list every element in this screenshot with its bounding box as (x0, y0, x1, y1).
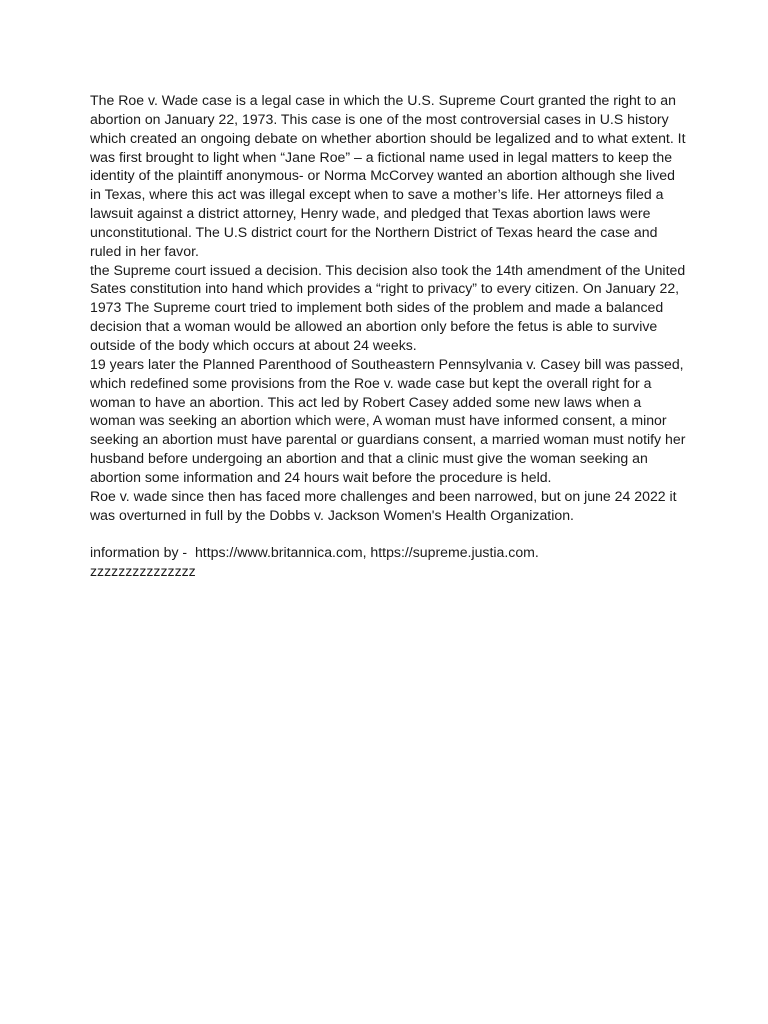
paragraph-casey: 19 years later the Planned Parenthood of Southeastern Pennsylvania v. Casey bill was passed, which redefined some provisions from the Roe v. wade case but kept the overall right for a woman to have an abortion. This act led by Robert Casey added some new laws when a woman was seeking an abortion which were, A woman must have informed consent, a minor seeking an abortion must have parental or guardians consent, a married woman must notify her husband before undergoing an abortion and that a clinic must give the woman seeking an abortion some information and 24 hours wait before the procedure is held. (90, 355, 690, 485)
paragraph-supreme-court-decision: the Supreme court issued a decision. This decision also took the 14th amendment of the United Sates constitution into hand which provides a “right to privacy” to every citizen. On January 22, 1973 The Supreme court tried to implement both sides of the problem and made a balanced decision that a woman would be allowed an abortion only before the fetus is able to survive outside of the body which occurs at about 24 weeks. (90, 261, 690, 353)
sources-line: information by - https://www.britannica.com, https://supreme.justia.com. (90, 544, 539, 561)
paragraph-roe-background: The Roe v. Wade case is a legal case in which the U.S. Supreme Court granted the right to an abortion on January 22, 1973. This case is one of the most controversial cases in U.S history which created an ongoing debate on whether abortion should be legalized and to what extent. It was first brought to light when “Jane Roe” – a fictional name used in legal matters to keep the identity of the plaintiff anonymous- or Norma McCorvey wanted an abortion although she lived in Texas, where this act was illegal except when to save a mother’s life. Her attorneys filed a lawsuit against a district attorney, Henry wade, and pledged that Texas abortion laws were unconstitutional. The U.S district court for the Northern District of Texas heard the case and ruled in her favor. (90, 92, 690, 259)
trailing-text: zzzzzzzzzzzzzzz (90, 563, 196, 580)
paragraph-dobbs: Roe v. wade since then has faced more challenges and been narrowed, but on june 24 2022 it was overturned in full by the Dobbs v. Jackson Women's Health Organization. (90, 487, 681, 523)
blank-line (90, 524, 688, 543)
